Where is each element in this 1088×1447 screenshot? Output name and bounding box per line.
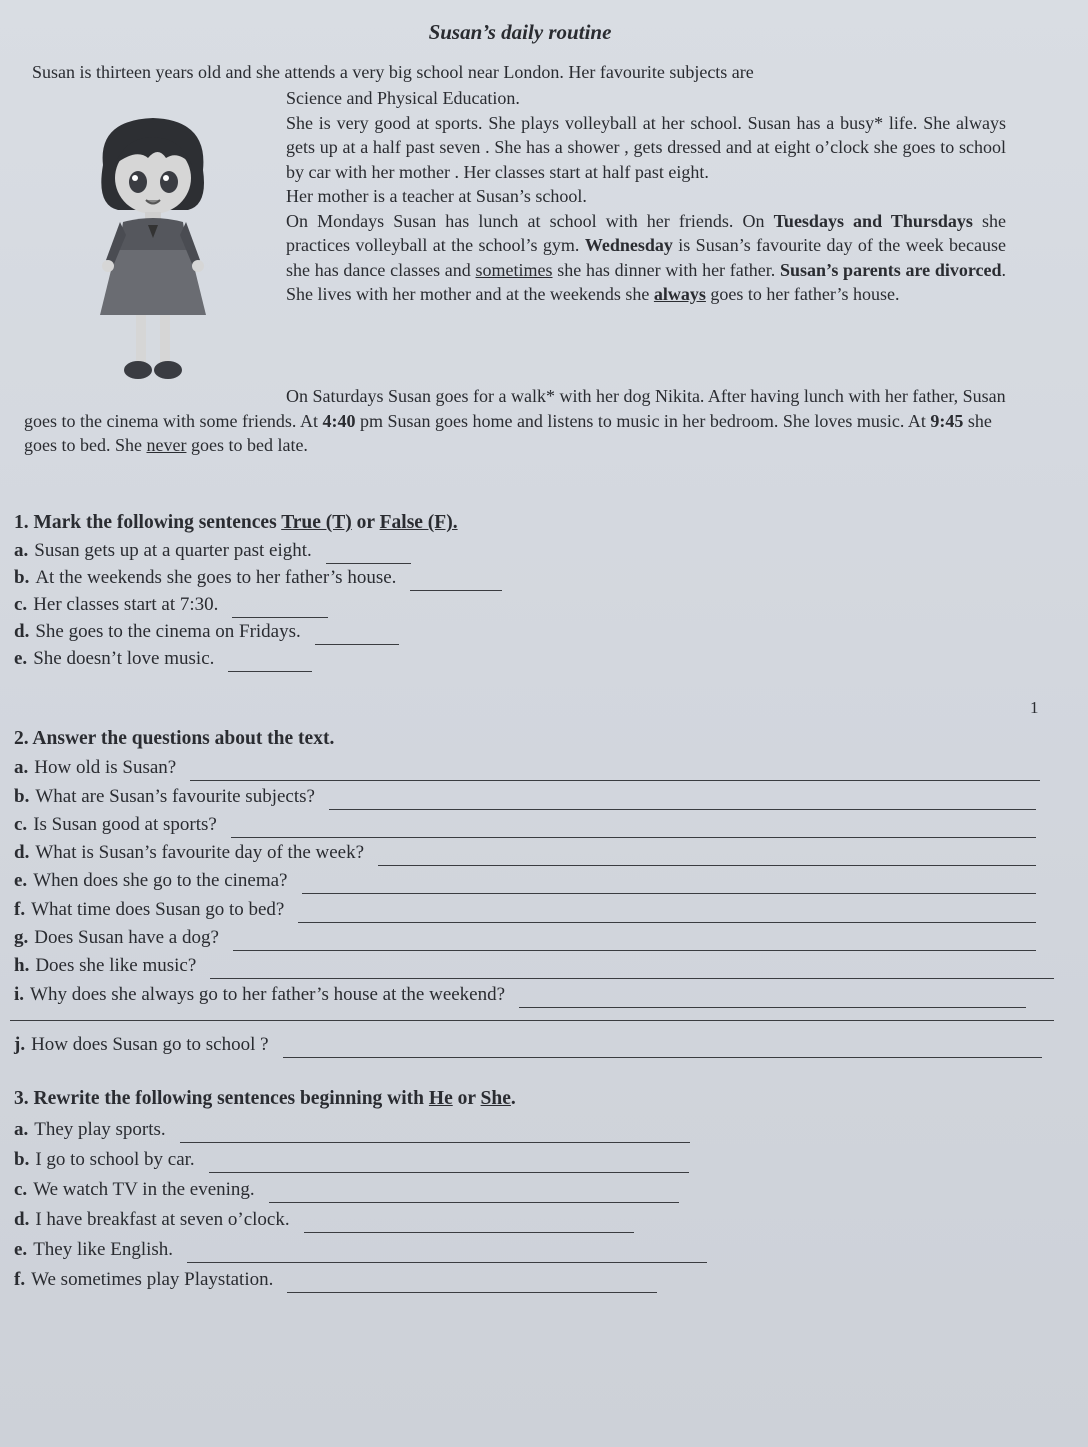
section-3-heading: 3. Rewrite the following sentences beginning with He or She.	[14, 1088, 516, 1109]
rewrite-section	[14, 1088, 1054, 1293]
answer-line[interactable]	[378, 849, 1036, 866]
answer-blank[interactable]	[232, 601, 328, 618]
answer-blank[interactable]	[410, 574, 502, 591]
answer-line[interactable]	[231, 821, 1036, 838]
question-item: f. What time does Susan go to bed?	[14, 894, 1054, 922]
tf-item: b. At the weekends she goes to her father’s house.	[14, 564, 1054, 591]
answer-line[interactable]	[283, 1041, 1042, 1058]
question-item: b. What are Susan’s favourite subjects?	[14, 781, 1054, 809]
answer-line[interactable]	[302, 877, 1037, 894]
answer-line[interactable]	[210, 962, 1054, 979]
question-item: h. Does she like music?	[14, 951, 1054, 979]
question-item: c. Is Susan good at sports?	[14, 810, 1054, 838]
answer-blank[interactable]	[326, 547, 411, 564]
question-item: d. What is Susan’s favourite day of the week?	[14, 838, 1054, 866]
answer-line[interactable]	[287, 1276, 657, 1293]
page-number: 1	[1030, 698, 1039, 717]
worksheet-title: Susan’s daily routine	[428, 20, 612, 44]
reading-paragraph-1: Susan is thirteen years old and she attends a very big school near London. Her favourite subjects are	[32, 62, 754, 82]
answer-line[interactable]	[180, 1126, 690, 1143]
answer-blank[interactable]	[228, 655, 312, 672]
rewrite-item: f. We sometimes play Playstation.	[14, 1263, 1054, 1293]
section-2-heading: 2. Answer the questions about the text.	[14, 728, 335, 749]
rewrite-item: b. I go to school by car.	[14, 1143, 1054, 1173]
questions-section	[14, 728, 1054, 1058]
extra-answer-line[interactable]	[10, 1020, 1054, 1021]
tf-item: d. She goes to the cinema on Fridays.	[14, 618, 1054, 645]
question-item: a. How old is Susan?	[14, 753, 1054, 781]
true-false-section	[14, 512, 1054, 672]
question-item: e. When does she go to the cinema?	[14, 866, 1054, 894]
question-item: j. How does Susan go to school ?	[14, 1030, 1054, 1058]
answer-line[interactable]	[304, 1216, 634, 1233]
answer-line[interactable]	[187, 1246, 707, 1263]
reading-paragraph-3: On Saturdays Susan goes for a walk* with her dog Nikita. After having lunch with her father, Susan goes to the cinema with some friends. At 4:40 pm Susan goes home and listens to music in her bedroom. She loves music. At 9:45 she goes to bed. She never goes to bed late.	[24, 386, 1006, 455]
question-item: g. Does Susan have a dog?	[14, 923, 1054, 951]
reading-paragraph-2: Science and Physical Education. She is very good at sports. She plays volleyball at her school. Susan has a busy* life. She always gets up at a half past seven . She has a shower , gets dressed and at eight o’clock she goes to school by car with her mother . Her classes start at half past eight. Her mother is a teacher at Susan’s school. On Mondays Susan has lunch at school with her friends. On Tuesdays and Thursdays she practices volleyball at the school’s gym. Wednesday is Susan’s favourite day of the week because she has dance classes and sometimes she has dinner with her father. Susan’s parents are divorced. She lives with her mother and at the weekends she always goes to her father’s house.	[286, 88, 1007, 304]
rewrite-item: c. We watch TV in the evening.	[14, 1173, 1054, 1203]
tf-item: a. Susan gets up at a quarter past eight.	[14, 537, 1054, 564]
rewrite-item: d. I have breakfast at seven o’clock.	[14, 1203, 1054, 1233]
rewrite-item: e. They like English.	[14, 1233, 1054, 1263]
answer-line[interactable]	[209, 1156, 689, 1173]
answer-line[interactable]	[519, 991, 1026, 1008]
answer-line[interactable]	[298, 906, 1036, 923]
answer-line[interactable]	[233, 934, 1036, 951]
tf-item: c. Her classes start at 7:30.	[14, 591, 1054, 618]
girl-illustration	[78, 110, 228, 390]
tf-item: e. She doesn’t love music.	[14, 645, 1054, 672]
answer-blank[interactable]	[315, 628, 399, 645]
question-item: i. Why does she always go to her father’s house at the weekend?	[14, 979, 1054, 1007]
answer-line[interactable]	[190, 764, 1040, 781]
answer-line[interactable]	[329, 793, 1036, 810]
rewrite-item: a. They play sports.	[14, 1113, 1054, 1143]
section-1-heading: 1. Mark the following sentences True (T) or False (F).	[14, 512, 458, 533]
answer-line[interactable]	[269, 1186, 679, 1203]
